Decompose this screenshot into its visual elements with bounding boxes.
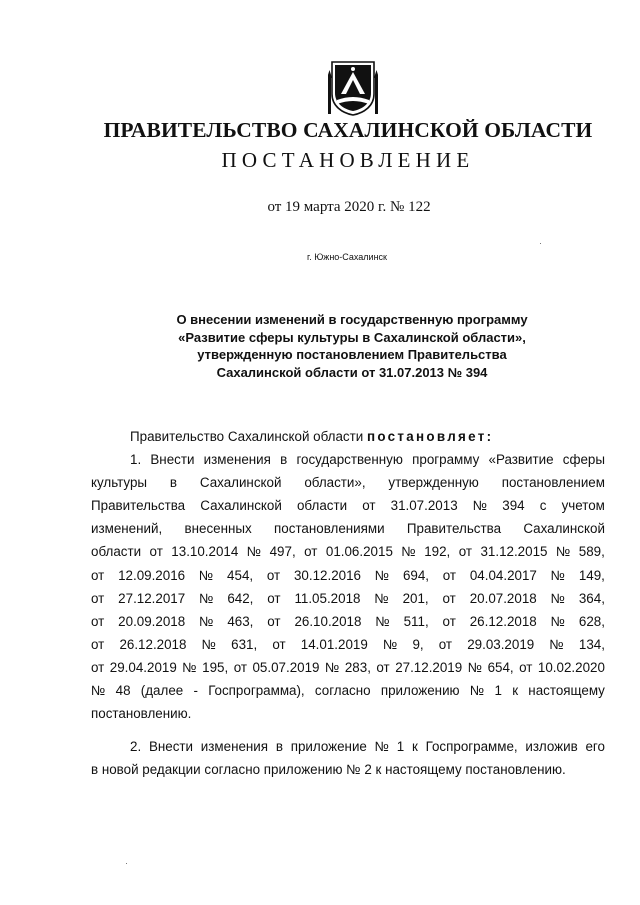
word: №	[550, 590, 565, 606]
word: 642,	[227, 590, 254, 606]
scan-speck	[540, 243, 541, 244]
word: №	[182, 659, 197, 675]
word: 497,	[269, 544, 296, 560]
word: приложение	[290, 739, 367, 755]
word: 04.04.2017	[469, 567, 537, 583]
word: 283,	[344, 659, 371, 675]
text-line	[91, 471, 605, 494]
word: Правительства	[91, 498, 186, 514]
subject-line: Сахалинской области от 31.07.2013 № 394	[216, 364, 488, 380]
intro-line	[91, 425, 605, 448]
word: 26.10.2018	[294, 613, 362, 629]
word: 29.03.2019	[467, 636, 535, 652]
word: от	[362, 498, 376, 514]
coat-of-arms-icon	[328, 60, 378, 116]
city-name: г. Южно-Сахалинск	[307, 252, 387, 262]
subject-line: О внесении изменений в государственную программу	[176, 312, 528, 327]
word: Сахалинской	[523, 521, 605, 537]
word: области»,	[304, 475, 366, 491]
word: №	[91, 683, 106, 699]
word: «Развитие	[488, 452, 554, 468]
word: Внести	[148, 739, 194, 755]
word: (далее	[140, 683, 184, 699]
word: от	[266, 567, 281, 583]
word: 31.07.2013	[390, 498, 458, 514]
word: 134,	[578, 636, 605, 652]
word: -	[193, 683, 198, 699]
word: в	[169, 475, 178, 491]
text-line	[91, 587, 605, 610]
paragraph-2	[91, 735, 605, 758]
word: 27.12.2017	[118, 590, 186, 606]
text-line	[91, 735, 605, 758]
word: от	[91, 590, 105, 606]
word: №	[472, 498, 488, 514]
paragraph-1	[91, 448, 605, 702]
word: от	[438, 636, 453, 652]
word: №	[374, 567, 390, 583]
word: изменений,	[91, 521, 163, 537]
word: от	[267, 613, 281, 629]
paragraph-2-last-line: в новой редакции согласно приложению № 2 к настоящему постановлению.	[91, 762, 566, 778]
word: Госпрограмма),	[208, 683, 305, 699]
word: от	[442, 613, 456, 629]
word: Госпрограмме,	[425, 739, 518, 755]
word: от	[442, 590, 456, 606]
subject-line: утвержденную постановлением Правительства	[197, 347, 507, 362]
word: №	[246, 544, 262, 560]
word: 1	[396, 739, 405, 755]
word: 2.	[130, 739, 142, 755]
word: государственную	[296, 452, 403, 468]
word: №	[201, 636, 216, 652]
word: изложив	[525, 739, 578, 755]
word: от	[91, 636, 105, 652]
word: 31.12.2015	[480, 544, 548, 560]
word: в	[280, 452, 288, 468]
text-line	[91, 679, 605, 702]
word: 589,	[578, 544, 605, 560]
intro-text: Правительство Сахалинской области	[130, 429, 364, 444]
word: 195,	[202, 659, 229, 675]
document-type: ПОСТАНОВЛЕНИЕ	[221, 148, 475, 172]
word: 201,	[402, 590, 429, 606]
word: Правительства	[406, 521, 502, 537]
word: в	[275, 739, 283, 755]
word: культуры	[91, 475, 148, 491]
word: №	[374, 739, 390, 755]
word: 29.04.2019	[109, 659, 177, 675]
word: 631,	[231, 636, 258, 652]
word: от	[442, 567, 457, 583]
document-body	[91, 425, 605, 781]
word: его	[585, 739, 605, 755]
word: 463,	[227, 613, 254, 629]
word: №	[374, 590, 389, 606]
word: согласно	[314, 683, 371, 699]
word: от	[91, 613, 105, 629]
word: 01.06.2015	[325, 544, 393, 560]
word: от	[304, 544, 318, 560]
text-line	[91, 540, 605, 563]
text-line	[91, 448, 605, 471]
word: программу	[412, 452, 480, 468]
text-line	[91, 517, 605, 540]
word: постановлениями	[274, 521, 385, 537]
word: 654,	[487, 659, 514, 675]
word: №	[199, 590, 214, 606]
word: №	[467, 659, 483, 675]
word: к	[512, 683, 519, 699]
word: внесенных	[184, 521, 252, 537]
word: 13.10.2014	[171, 544, 239, 560]
word: 20.07.2018	[469, 590, 537, 606]
word: от	[91, 659, 105, 675]
word: от	[272, 636, 286, 652]
word: 26.12.2018	[119, 636, 187, 652]
word: 20.09.2018	[118, 613, 186, 629]
word: 394	[502, 498, 525, 514]
word: от	[376, 659, 390, 675]
word: изменения	[200, 739, 269, 755]
word: 26.12.2018	[469, 613, 537, 629]
word: 48	[115, 683, 131, 699]
word: от	[91, 567, 105, 583]
word: 9,	[412, 636, 424, 652]
text-line	[91, 610, 605, 633]
word: 05.07.2019	[252, 659, 320, 675]
scan-speck	[126, 863, 127, 864]
word: №	[401, 544, 416, 560]
word: сферы	[562, 452, 605, 468]
organization-title: ПРАВИТЕЛЬСТВО САХАЛИНСКОЙ ОБЛАСТИ	[103, 118, 593, 142]
word: №	[550, 613, 565, 629]
word: от	[149, 544, 163, 560]
word: постановлением	[501, 475, 605, 491]
word: 694,	[402, 567, 429, 583]
word: №	[555, 544, 571, 560]
word: Сахалинской	[199, 475, 282, 491]
word: 27.12.2019	[395, 659, 463, 675]
word: 1.	[130, 452, 142, 468]
word: от	[458, 544, 472, 560]
word: №	[375, 613, 390, 629]
word: №	[382, 636, 398, 652]
word: приложению	[380, 683, 460, 699]
word: 511,	[403, 613, 429, 629]
text-line	[91, 633, 605, 656]
word: 1	[494, 683, 502, 699]
word: 454,	[227, 567, 254, 583]
word: 149,	[578, 567, 605, 583]
word: к	[412, 739, 418, 755]
word: области	[296, 498, 348, 514]
word: учетом	[561, 498, 605, 514]
word: 30.12.2016	[293, 567, 361, 583]
word: №	[549, 636, 564, 652]
word: от	[267, 590, 281, 606]
word: 628,	[578, 613, 605, 629]
word: 11.05.2018	[294, 590, 361, 606]
text-line	[91, 564, 605, 587]
word: №	[550, 567, 566, 583]
word: Сахалинской	[200, 498, 282, 514]
document-date-number: от 19 марта 2020 г. № 122	[267, 199, 431, 215]
word: от	[519, 659, 533, 675]
word: 10.02.2020	[537, 659, 605, 675]
word: с	[539, 498, 547, 514]
word: изменения	[203, 452, 271, 468]
word: Внести	[150, 452, 195, 468]
word: от	[233, 659, 247, 675]
word: настоящему	[528, 683, 605, 699]
text-line	[91, 494, 605, 517]
document-subject	[0, 311, 640, 381]
word: №	[469, 683, 485, 699]
word: области	[91, 544, 142, 560]
word: утвержденную	[388, 475, 479, 491]
word: 12.09.2016	[118, 567, 186, 583]
word: 14.01.2019	[300, 636, 368, 652]
paragraph-1-last-line: постановлению.	[91, 706, 192, 722]
word: №	[199, 613, 214, 629]
subject-line: «Развитие сферы культуры в Сахалинской области»,	[178, 329, 526, 345]
intro-verb: постановляет:	[366, 429, 494, 444]
word: №	[198, 567, 214, 583]
word: №	[325, 659, 340, 675]
word: 364,	[578, 590, 605, 606]
word: 192,	[424, 544, 451, 560]
text-line	[91, 656, 605, 679]
